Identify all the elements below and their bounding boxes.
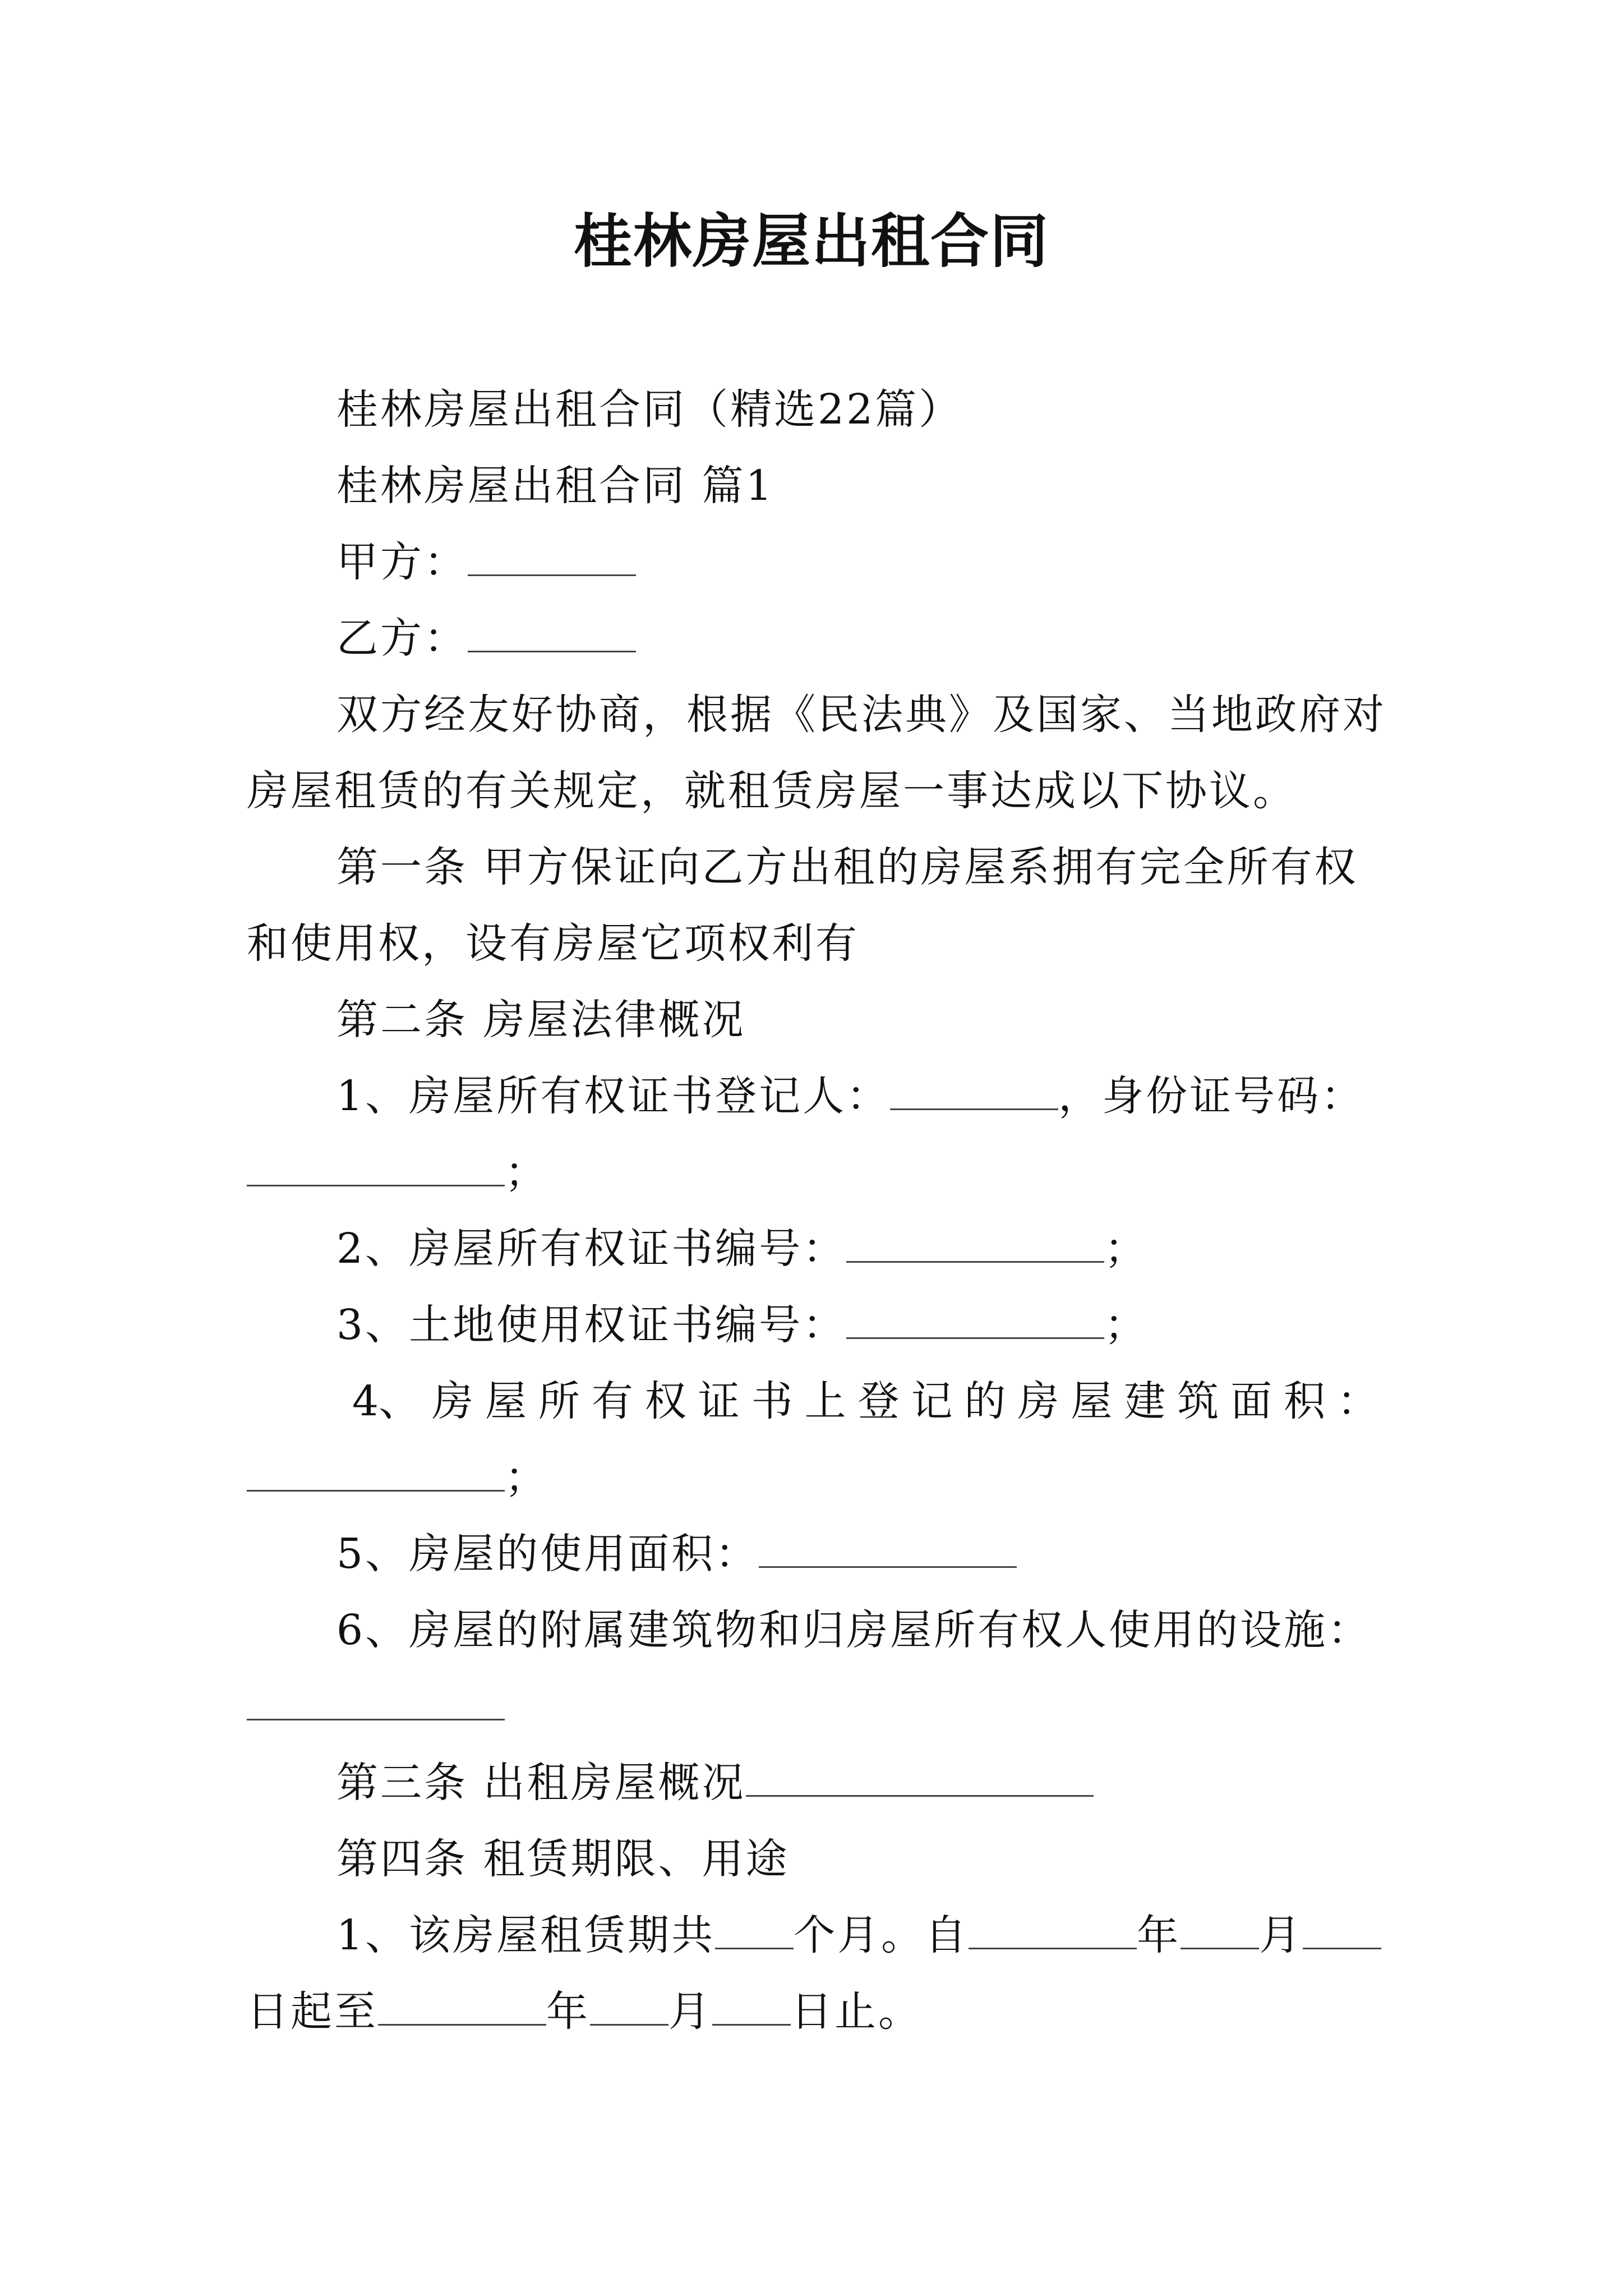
item-5-label: 5、房屋的使用面积：	[336, 1530, 759, 1578]
item-4-char: 书	[751, 1377, 793, 1425]
building-area-blank	[247, 1453, 505, 1492]
term-line-1	[336, 1907, 1381, 1963]
registrant-blank	[890, 1071, 1058, 1110]
month-text: 月	[668, 1987, 712, 2036]
from-day-text: 日起至	[247, 1987, 378, 2036]
item-2-line	[336, 1221, 1148, 1277]
party-a-label: 甲方：	[336, 538, 468, 586]
id-number-line	[247, 1144, 548, 1200]
end-year-blank	[378, 1987, 546, 2026]
item-4-char: 面	[1230, 1377, 1272, 1425]
item-6-line: 6、房屋的附属建筑物和归房屋所有权人使用的设施：	[336, 1606, 1372, 1654]
end-day-blank	[712, 1987, 791, 2026]
year-text: 年	[546, 1987, 590, 2036]
article-1-line-1: 第一条 甲方保证向乙方出租的房屋系拥有完全所有权	[336, 843, 1358, 891]
item-4-char: 所	[538, 1377, 580, 1425]
building-area-line	[247, 1450, 548, 1506]
item-4-char: 记	[911, 1377, 953, 1425]
party-b-label: 乙方：	[336, 614, 468, 662]
semicolon: ；	[505, 1148, 548, 1197]
item-4-line	[352, 1373, 1378, 1429]
start-month-blank	[1181, 1911, 1259, 1949]
item-1-label: 1、房屋所有权证书登记人：	[336, 1072, 891, 1120]
item-4-char: 有	[591, 1377, 633, 1425]
article-4-heading: 第四条 租赁期限、用途	[336, 1835, 790, 1883]
id-number-blank	[247, 1148, 505, 1186]
facilities-blank	[247, 1682, 505, 1720]
months-text: 个月。自	[794, 1911, 969, 1959]
end-month-blank	[590, 1987, 668, 2026]
intro-line-2: 房屋租赁的有关规定，就租赁房屋一事达成以下协议。	[247, 767, 1297, 815]
id-number-label: ，身份证号码：	[1058, 1072, 1365, 1120]
article-3-label: 第三条 出租房屋概况	[336, 1759, 746, 1807]
item-4-char: 屋	[1071, 1377, 1113, 1425]
item-4-char: 的	[964, 1377, 1006, 1425]
item-3-label: 3、土地使用权证书编号：	[336, 1301, 847, 1349]
months-blank	[715, 1911, 794, 1949]
document-subtitle: 桂林房屋出租合同（精选22篇）	[336, 385, 963, 434]
end-day-text: 日止。	[791, 1987, 922, 2036]
intro-line-1: 双方经友好协商，根据《民法典》及国家、当地政府对	[336, 691, 1386, 739]
item-1-line	[336, 1068, 1364, 1124]
semicolon: ；	[1104, 1225, 1149, 1273]
facilities-line	[247, 1678, 505, 1734]
certificate-number-blank	[846, 1224, 1104, 1263]
start-year-blank	[969, 1911, 1137, 1949]
item-4-char: 建	[1124, 1377, 1166, 1425]
item-4-char: 房	[432, 1377, 474, 1425]
item-4-char: 上	[804, 1377, 846, 1425]
page-title: 桂林房屋出租合同	[573, 206, 1049, 275]
article-3-line	[336, 1755, 1094, 1811]
party-b-line	[336, 610, 636, 666]
year-text: 年	[1137, 1911, 1181, 1959]
article-2-heading: 第二条 房屋法律概况	[336, 996, 746, 1044]
land-certificate-blank	[846, 1300, 1104, 1339]
item-4-char: 4、	[352, 1377, 421, 1425]
semicolon: ；	[1104, 1301, 1149, 1349]
item-4-char: 筑	[1177, 1377, 1219, 1425]
article-1-line-2: 和使用权，设有房屋它项权利有	[247, 919, 859, 968]
property-description-blank	[746, 1758, 1094, 1797]
semicolon: ；	[505, 1453, 548, 1502]
item-4-char: 房	[1017, 1377, 1059, 1425]
month-text: 月	[1259, 1911, 1303, 1959]
party-a-line	[336, 534, 636, 590]
item-3-line	[336, 1297, 1148, 1353]
item-4-char: 屋	[485, 1377, 527, 1425]
party-b-blank	[468, 614, 636, 652]
item-4-char: ：	[1336, 1377, 1378, 1425]
item-4-char: 权	[644, 1377, 686, 1425]
item-2-label: 2、房屋所有权证书编号：	[336, 1225, 847, 1273]
usable-area-blank	[759, 1529, 1017, 1568]
term-label: 1、该房屋租赁期共	[336, 1911, 716, 1959]
start-day-blank	[1303, 1911, 1381, 1949]
term-line-2	[247, 1984, 922, 2040]
item-4-char: 积	[1284, 1377, 1326, 1425]
party-a-blank	[468, 537, 636, 576]
item-4-char: 登	[857, 1377, 900, 1425]
section-heading: 桂林房屋出租合同 篇1	[336, 462, 774, 510]
item-5-line	[336, 1526, 1017, 1582]
item-4-char: 证	[698, 1377, 740, 1425]
